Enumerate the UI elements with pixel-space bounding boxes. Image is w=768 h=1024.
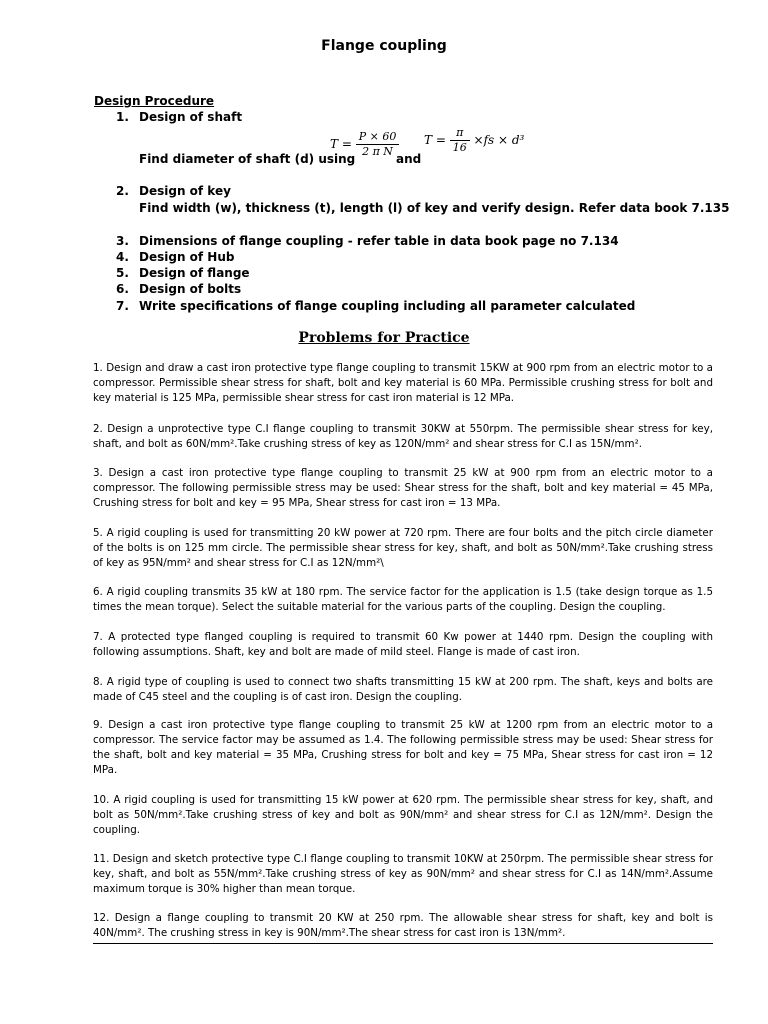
step-text: Design of key bbox=[139, 184, 231, 198]
problem-9: 9. Design a cast iron protective type flange coupling to transmit 25 kW at 1200 rpm from an electric motor to a compressor. The service factor may be assumed as 1.4. The following permissible stress may be used: Shear stress for the shaft, bolt and key material = 35 MPa, Crushing stress for bolt and key = 75 MPa, Shear stress for cast iron = 12 MPa. bbox=[93, 719, 713, 776]
formula-fraction bbox=[356, 130, 400, 159]
step-number: 7. bbox=[116, 299, 129, 313]
problem-1: 1. Design and draw a cast iron protective type flange coupling to transmit 15KW at 900 rpm from an electric motor to a compressor. Permissible shear stress for shaft, bolt and key material is 60 MPa. Permissible crushing stress for bolt and key material is 125 MPa, permissible shear stress for cast iron material is 12 MPa. bbox=[93, 362, 713, 404]
formula-denominator: 2 π N bbox=[362, 145, 393, 158]
formula-lhs: T = bbox=[424, 133, 446, 147]
step-flange-dimensions bbox=[116, 234, 619, 248]
page-title: Flange coupling bbox=[321, 38, 447, 54]
step-number: 5. bbox=[116, 266, 129, 280]
step-text: Dimensions of flange coupling - refer table in data book page no 7.134 bbox=[139, 234, 619, 248]
problem-5: 5. A rigid coupling is used for transmitting 20 kW power at 720 rpm. There are four bolts and the pitch circle diameter of the bolts is on 125 mm circle. The permissible shear stress for key, shaft, and bolt as 50N/mm².Take crushing stress of key as 95N/mm² and shear stress for C.I as 12N/mm²\ bbox=[93, 527, 713, 569]
torque-power-formula bbox=[330, 130, 399, 159]
step-design-of-key bbox=[116, 184, 231, 198]
bottom-divider bbox=[93, 943, 713, 944]
shaft-diameter-instruction bbox=[139, 152, 355, 166]
key-design-instruction: Find width (w), thickness (t), length (l) of key and verify design. Refer data book 7.135 bbox=[139, 201, 730, 215]
problem-11: 11. Design and sketch protective type C.I flange coupling to transmit 10KW at 250rpm. The permissible shear stress for key, shaft, and bolt as 55N/mm².Take crushing stress of key as 90N/mm² and shear stress for C.I as 14N/mm².Assume maximum torque is 30% higher than mean torque. bbox=[93, 853, 713, 895]
step-number: 6. bbox=[116, 282, 129, 296]
problem-6: 6. A rigid coupling transmits 35 kW at 180 rpm. The service factor for the application is 1.5 (take design torque as 1.5 times the mean torque). Select the suitable material for the various parts of the coupling. Design the coupling. bbox=[93, 586, 713, 613]
step-design-of-hub bbox=[116, 250, 234, 264]
problem-7: 7. A protected type flanged coupling is required to transmit 60 Kw power at 1440 rpm. Design the coupling with following assumptions. Shaft, key and bolt are made of mild steel. Flange is made of cast iron. bbox=[93, 631, 713, 658]
step-number: 2. bbox=[116, 184, 129, 198]
step-design-of-bolts bbox=[116, 282, 241, 296]
step-number: 4. bbox=[116, 250, 129, 264]
problem-3: 3. Design a cast iron protective type flange coupling to transmit 25 kW at 900 rpm from an electric motor to a compressor. The following permissible stress may be used: Shear stress for the shaft, bolt and key material = 45 MPa, Crushing stress for bolt and key = 95 MPa, Shear stress for cast iron = 13 MPa. bbox=[93, 467, 713, 509]
step-number: 1. bbox=[116, 110, 129, 124]
formula-fraction bbox=[450, 126, 470, 155]
problem-10: 10. A rigid coupling is used for transmitting 15 kW power at 620 rpm. The permissible shear stress for key, shaft, and bolt as 50N/mm².Take crushing stress of key and bolt as 90N/mm² and shear stress for C.I as 12N/mm². Design the coupling. bbox=[93, 794, 713, 836]
step-text: Design of Hub bbox=[139, 250, 235, 264]
step-text: Design of shaft bbox=[139, 110, 243, 124]
step-text: Design of flange bbox=[139, 266, 250, 280]
step-text: Design of bolts bbox=[139, 282, 242, 296]
torque-shear-formula bbox=[424, 126, 524, 155]
formula-numerator: P × 60 bbox=[356, 130, 400, 145]
problem-8: 8. A rigid type of coupling is used to connect two shafts transmitting 15 kW at 200 rpm. The shaft, keys and bolts are made of C45 steel and the coupling is of cast iron. Design the coupling. bbox=[93, 676, 713, 703]
step-design-of-flange bbox=[116, 266, 250, 280]
and-connector: and bbox=[396, 152, 422, 166]
design-procedure-heading: Design Procedure bbox=[94, 94, 215, 108]
formula-lhs: T = bbox=[330, 137, 352, 151]
step-write-specifications bbox=[116, 299, 635, 313]
formula-denominator: 16 bbox=[452, 141, 467, 154]
problems-heading: Problems for Practice bbox=[298, 330, 470, 346]
instruction-text: Find diameter of shaft (d) using bbox=[139, 152, 356, 166]
step-design-of-shaft bbox=[116, 110, 242, 124]
formula-numerator: π bbox=[450, 126, 470, 141]
step-number: 3. bbox=[116, 234, 129, 248]
problem-2: 2. Design a unprotective type C.I flange coupling to transmit 30KW at 550rpm. The permissible shear stress for key, shaft, and bolt as 60N/mm².Take crushing stress of key as 120N/mm² and shear stress for C.I as 15N/mm². bbox=[93, 423, 713, 450]
step-text: Write specifications of flange coupling including all parameter calculated bbox=[139, 299, 636, 313]
formula-rhs: ×fs × d³ bbox=[473, 133, 525, 147]
problem-12: 12. Design a flange coupling to transmit 20 KW at 250 rpm. The allowable shear stress for shaft, key and bolt is 40N/mm². The crushing stress in key is 90N/mm².The shear stress for cast iron is 13N/mm². bbox=[93, 912, 713, 939]
